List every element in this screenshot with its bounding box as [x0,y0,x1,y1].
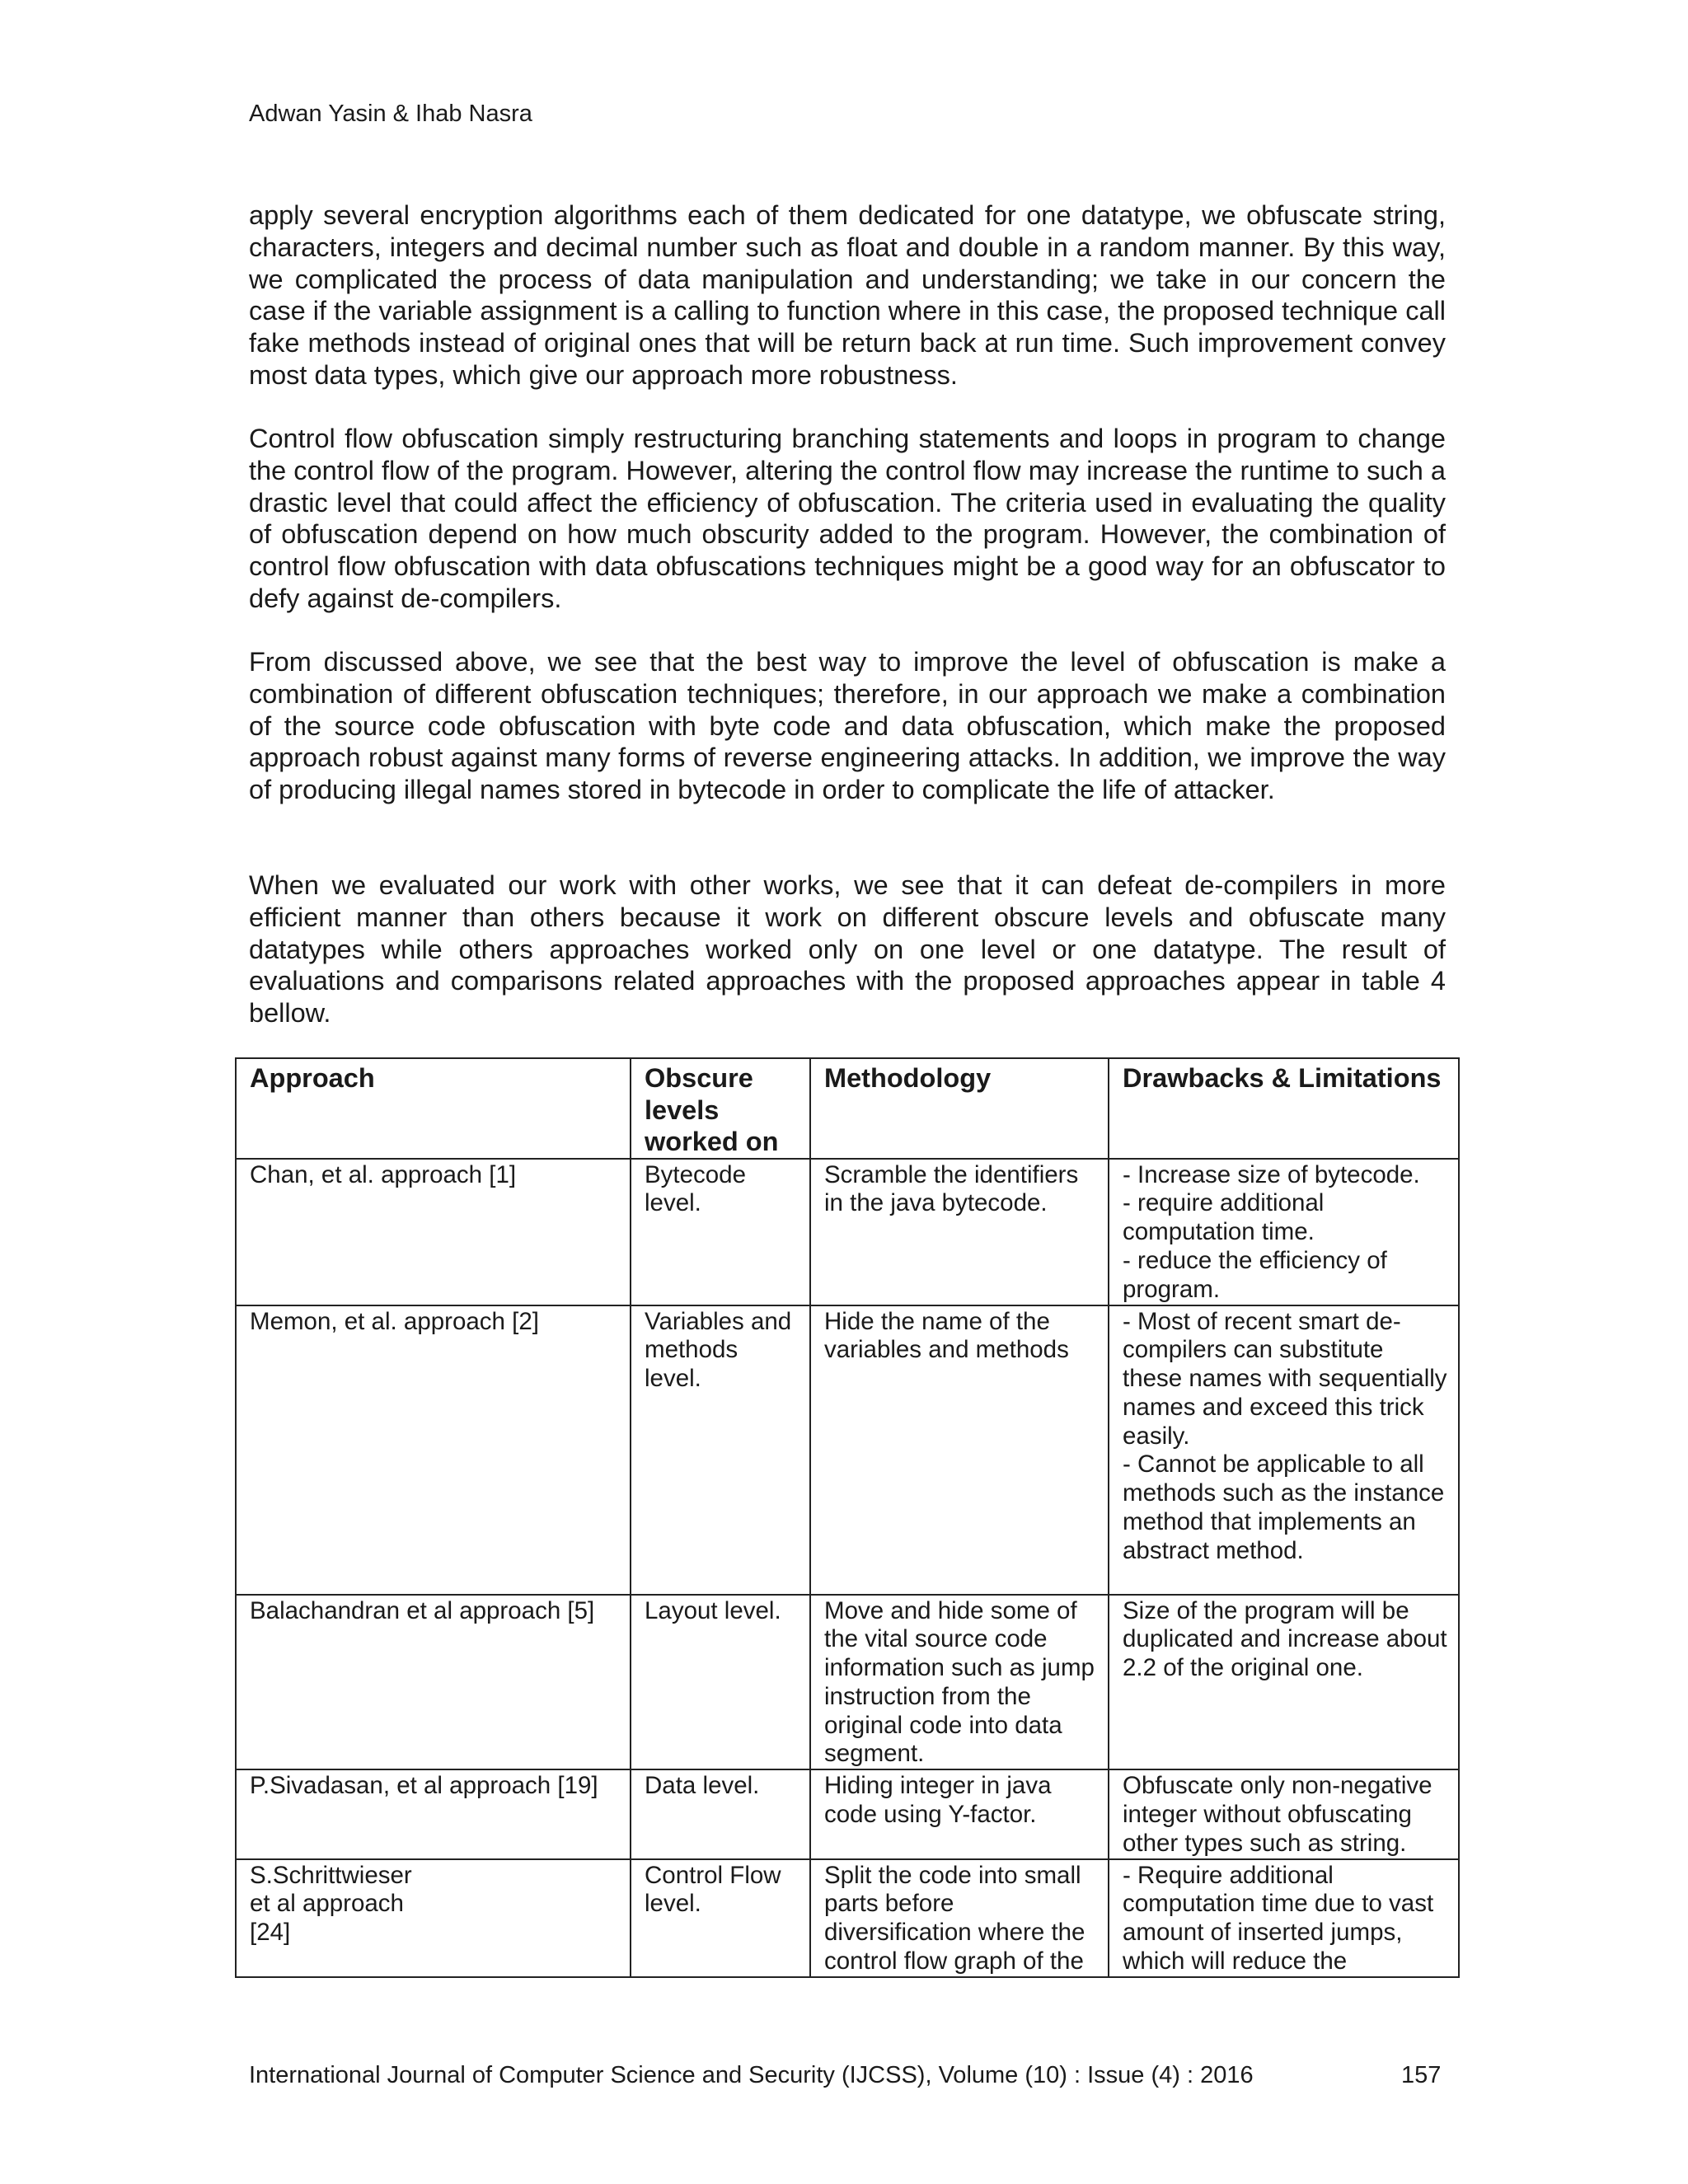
drawback-item: - require additional computation time. [1123,1189,1325,1246]
header-drawbacks: Drawbacks & Limitations [1109,1058,1459,1159]
paragraph-data-obfuscation: apply several encryption algorithms each of them dedicated for one datatype, we obfuscate string, characters, integers and decimal number such as float and double in a random manner. By this way, we complicated the process of data manipulation and understanding; we take in our concern the case if the variable assignment is a calling to function where in this case, the proposed technique call fake methods instead of original ones that will be return back at run time. Such improvement convey most data types, which give our approach more robustness. [249,200,1446,390]
drawback-item: - reduce the efficiency of program. [1123,1246,1387,1303]
cell-drawbacks [1109,1595,1459,1770]
cell-approach [236,1859,631,1977]
footer-journal-citation: International Journal of Computer Science and Security (IJCSS), Volume (10) : Issue (4) : 2016 [249,2062,1254,2088]
drawback-item: - Most of recent smart de-compilers can substitute these names with sequentially names and exceed this trick easily. [1123,1307,1447,1450]
cell-methodology: Move and hide some of the vital source code information such as jump instruction from the original code into data segment. [810,1595,1109,1770]
cell-approach: Memon, et al. approach [2] [236,1305,631,1595]
header-approach: Approach [236,1058,631,1159]
cell-methodology: Scramble the identifiers in the java bytecode. [810,1159,1109,1305]
cell-levels: Variables and methods level. [631,1305,810,1595]
table-row [236,1859,1459,1977]
header-methodology: Methodology [810,1058,1109,1159]
running-header-author: Adwan Yasin & Ihab Nasra [249,101,532,127]
table-row [236,1159,1459,1305]
drawback-item: Size of the program will be duplicated and increase about 2.2 of the original one. [1123,1596,1447,1682]
table-row [236,1305,1459,1595]
table-row [236,1595,1459,1770]
drawback-item: - Cannot be applicable to all methods such as the instance method that implements an abstract method. [1123,1451,1445,1564]
cell-approach: P.Sivadasan, et al approach [19] [236,1769,631,1858]
cell-drawbacks [1109,1859,1459,1977]
cell-methodology: Hiding integer in java code using Y-factor. [810,1769,1109,1858]
cell-approach: Balachandran et al approach [5] [236,1595,631,1770]
table-row [236,1769,1459,1858]
cell-drawbacks [1109,1305,1459,1595]
cell-drawbacks [1109,1769,1459,1858]
cell-drawbacks [1109,1159,1459,1305]
cell-levels: Layout level. [631,1595,810,1770]
cell-levels: Bytecode level. [631,1159,810,1305]
approach-line: [24] [250,1919,291,1947]
approach-line: et al approach [250,1890,404,1918]
footer-page-number: 157 [1401,2062,1442,2088]
header-obscure-levels: Obscure levels worked on [631,1058,810,1159]
paragraph-control-flow: Control flow obfuscation simply restructuring branching statements and loops in program to change the control flow of the program. However, altering the control flow may increase the runtime to such a drastic level that could affect the efficiency of obfuscation. The criteria used in evaluating the quality of obfuscation depend on how much obscurity added to the program. However, the combination of control flow obfuscation with data obfuscations techniques might be a good way for an obfuscator to defy against de-compilers. [249,424,1446,613]
approach-line: S.Schrittwieser [250,1861,412,1889]
comparison-table [235,1057,1460,1978]
drawback-item: - Increase size of bytecode. [1123,1160,1420,1188]
drawback-item: - Require additional computation time due to vast amount of inserted jumps, which will reduce the [1123,1861,1434,1975]
cell-levels: Data level. [631,1769,810,1858]
paragraph-combination: From discussed above, we see that the best way to improve the level of obfuscation is make a combination of different obfuscation techniques; therefore, in our approach we make a combination of the source code obfuscation with byte code and data obfuscation, which make the proposed approach robust against many forms of reverse engineering attacks. In addition, we improve the way of producing illegal names stored in bytecode in order to complicate the life of attacker. [249,647,1446,805]
paragraph-evaluation: When we evaluated our work with other works, we see that it can defeat de-compilers in more efficient manner than others because it work on different obscure levels and obfuscate many datatypes while others approaches worked only on one level or one datatype. The result of evaluations and comparisons related approaches with the proposed approaches appear in table 4 bellow. [249,870,1446,1029]
drawback-item: Obfuscate only non-negative integer without obfuscating other types such as string. [1123,1772,1432,1857]
cell-levels: Control Flow level. [631,1859,810,1977]
cell-methodology: Split the code into small parts before diversification where the control flow graph of the [810,1859,1109,1977]
table-header-row [236,1058,1459,1159]
cell-approach: Chan, et al. approach [1] [236,1159,631,1305]
cell-methodology: Hide the name of the variables and methods [810,1305,1109,1595]
